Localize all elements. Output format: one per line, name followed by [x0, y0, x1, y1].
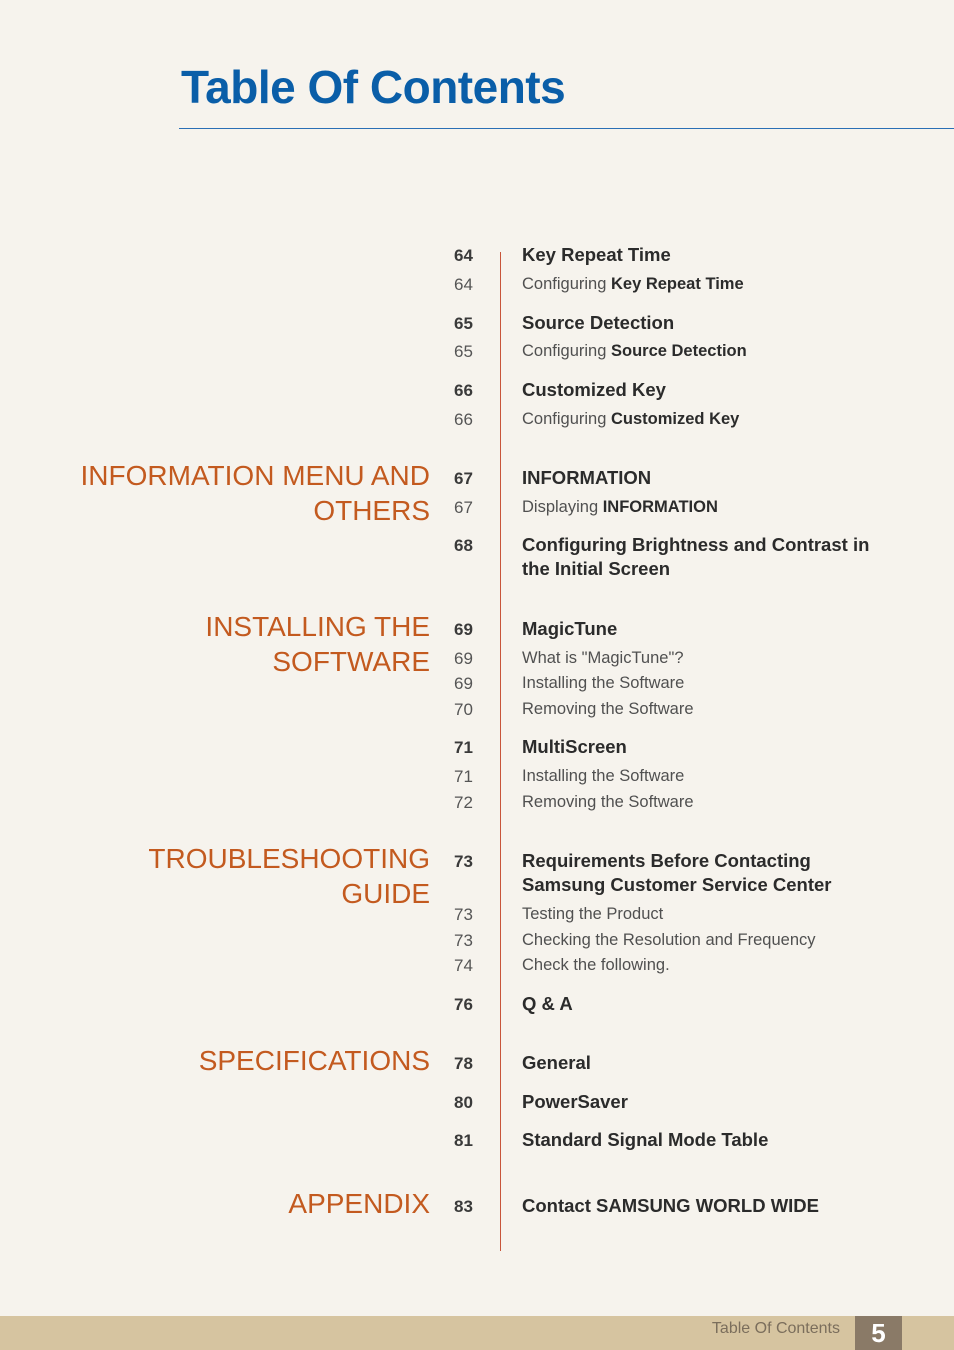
section-heading-appendix: APPENDIX [288, 1188, 430, 1219]
toc-entry-link[interactable]: Contact SAMSUNG WORLD WIDE [522, 1195, 820, 1216]
toc-page-number: 78 [454, 1054, 473, 1073]
title-underline [179, 128, 954, 129]
toc-entry-link[interactable]: General [522, 1052, 591, 1073]
toc-page-number: 70 [454, 700, 473, 719]
toc-subentry-emphasis: Key Repeat Time [610, 275, 744, 293]
toc-subentry-link[interactable]: Removing the Software [522, 700, 694, 718]
toc-page-number: 73 [454, 931, 473, 950]
toc-subentry-emphasis: Customized Key [610, 410, 740, 428]
toc-page-number: 80 [454, 1093, 473, 1112]
section-heading-installing: INSTALLING THE SOFTWARE [205, 611, 430, 677]
footer-label: Table Of Contents [711, 1320, 840, 1337]
toc-page-number: 69 [454, 649, 473, 668]
toc-page-number: 68 [454, 536, 473, 555]
toc-entry-link[interactable]: MultiScreen [522, 736, 627, 757]
toc-entry-link[interactable]: Configuring Brightness and Contrast in the Initial Screen [522, 534, 870, 579]
toc-subentry-link[interactable] [522, 495, 882, 519]
toc-subentry-link[interactable] [522, 407, 882, 431]
toc-page-number: 65 [454, 342, 473, 361]
toc-page-number: 73 [454, 905, 473, 924]
toc-page-number: 76 [454, 995, 473, 1014]
toc-page-number: 72 [454, 793, 473, 812]
section-heading-specifications: SPECIFICATIONS [198, 1045, 430, 1076]
toc-subentry-link[interactable]: Installing the Software [522, 767, 685, 785]
toc-entry-link[interactable]: INFORMATION [522, 467, 652, 488]
section-heading-troubleshooting: TROUBLESHOOTING GUIDE [148, 843, 430, 909]
toc-page-number: 66 [454, 410, 473, 429]
toc-entry-link[interactable]: Requirements Before Contacting Samsung Customer Service Center [522, 850, 832, 895]
toc-entry-link[interactable]: PowerSaver [522, 1091, 628, 1112]
footer-page-number: 5 [855, 1316, 902, 1350]
toc-subentry-link[interactable]: Check the following. [522, 956, 670, 974]
toc-subentry-link[interactable]: Testing the Product [522, 905, 664, 923]
toc-page-number: 64 [454, 275, 473, 294]
toc-entry-link[interactable]: Customized Key [522, 379, 666, 400]
toc-page-number: 67 [454, 469, 473, 488]
toc-subentry-emphasis: Source Detection [610, 342, 747, 360]
toc-page-number: 83 [454, 1197, 473, 1216]
section-heading-information: INFORMATION MENU AND OTHERS [80, 460, 430, 526]
toc-subentry-link[interactable] [522, 339, 882, 363]
toc-page-number: 69 [454, 674, 473, 693]
toc-page-number: 64 [454, 246, 473, 265]
toc-page-number: 69 [454, 620, 473, 639]
toc-page-number: 66 [454, 381, 473, 400]
toc-subentry-link[interactable] [522, 272, 882, 296]
toc-page-number: 71 [454, 767, 473, 786]
toc-entry-link[interactable]: Key Repeat Time [522, 244, 671, 265]
toc-subentry-link[interactable]: What is "MagicTune"? [522, 649, 684, 667]
toc-entry-link[interactable]: Standard Signal Mode Table [522, 1129, 769, 1150]
toc-page-number: 65 [454, 314, 473, 333]
toc-subentry-link[interactable]: Checking the Resolution and Frequency [522, 931, 816, 949]
toc-entry-link[interactable]: Q & A [522, 993, 573, 1014]
toc-page-number: 71 [454, 738, 473, 757]
toc-subentry-emphasis: INFORMATION [602, 498, 718, 516]
toc-subentry-prefix: Configuring [522, 410, 611, 428]
toc-entry-link[interactable]: Source Detection [522, 312, 675, 333]
page-title: Table Of Contents [181, 61, 566, 113]
toc-entry-link[interactable]: MagicTune [522, 618, 618, 639]
toc-subentry-link[interactable]: Installing the Software [522, 674, 685, 692]
toc-subentry-prefix: Configuring [522, 342, 611, 360]
column-divider [500, 252, 501, 1251]
toc-page-number: 73 [454, 852, 473, 871]
toc-page-number: 81 [454, 1131, 473, 1150]
toc-subentry-prefix: Configuring [522, 275, 611, 293]
toc-page-number: 74 [454, 956, 473, 975]
toc-subentry-prefix: Displaying [522, 498, 603, 516]
toc-page-number: 67 [454, 498, 473, 517]
toc-subentry-link[interactable]: Removing the Software [522, 793, 694, 811]
